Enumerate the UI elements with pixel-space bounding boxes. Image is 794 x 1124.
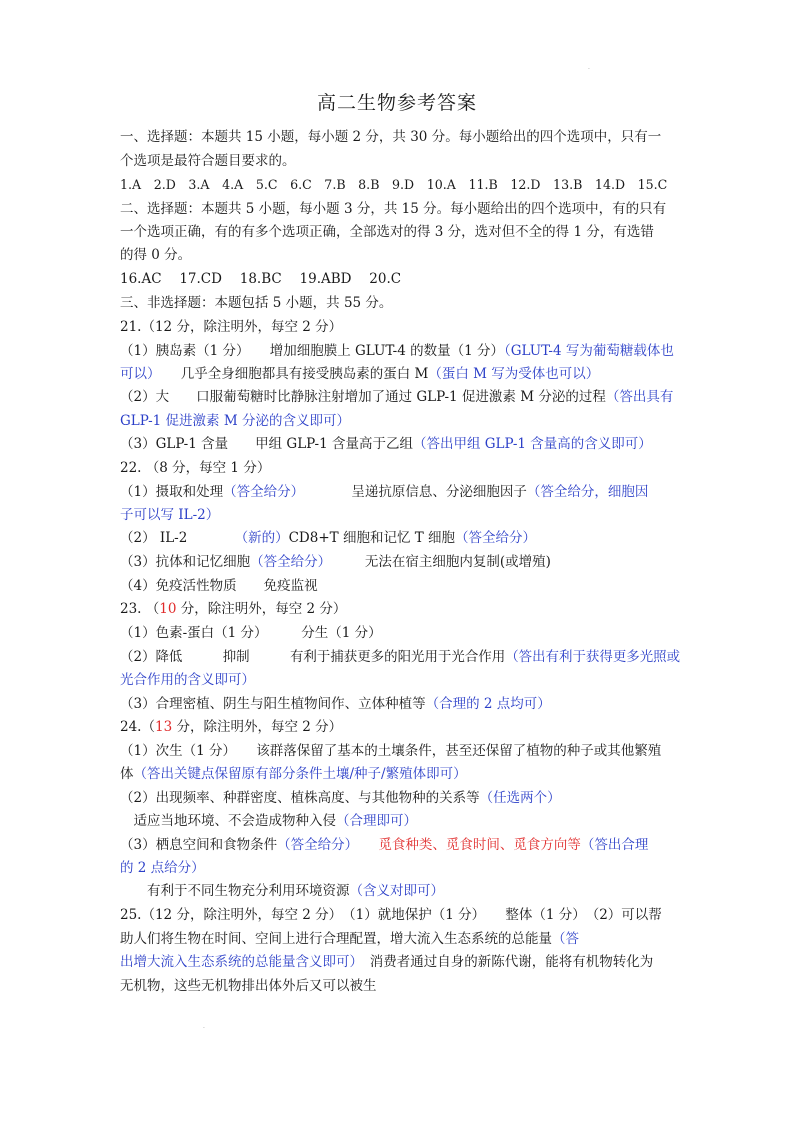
- grading-note: 的 2 点给分）: [120, 860, 205, 876]
- q22-part1-line1: （1）摄取和处理（答全给分） 呈递抗原信息、分泌细胞因子（答全给分，细胞因: [120, 484, 649, 500]
- q21-part1-line1: （1）胰岛素（1 分） 增加细胞膜上 GLUT-4 的数量（1 分）（GLUT-4 写为葡萄糖载体也: [120, 343, 674, 359]
- score-highlight: 13: [154, 719, 173, 735]
- q23-part3: （3）合理密植、阴生与阳生植物间作、立体种植等（合理的 2 点均可）: [120, 696, 551, 712]
- q21-part3: （3）GLP-1 含量 甲组 GLP-1 含量高于乙组（答出甲组 GLP-1 含量高的含义即可）: [120, 436, 652, 452]
- section-2-heading: 二、选择题：本题共 5 小题，每小题 3 分，共 15 分。每小题给出的四个选项中，有的只有: [120, 201, 667, 217]
- grading-note: （合理即可）: [336, 813, 417, 829]
- grading-note: （合理的 2 点均可）: [425, 696, 551, 712]
- q21-part2-line1: （2）大 口服葡萄糖时比静脉注射增加了通过 GLP-1 促进激素 M 分泌的过程（答出具有: [120, 389, 674, 405]
- grading-note: （GLUT-4 写为葡萄糖载体也: [504, 343, 674, 359]
- q25-line3: 出增大流入生态系统的总能量含义即可） 消费者通过自身的新陈代谢，能将有机物转化为: [120, 954, 654, 970]
- grading-note: （答出关键点保留原有部分条件土壤/种子/繁殖体即可）: [133, 766, 467, 782]
- q23-part2-line1: （2）降低 抑制 有利于捕获更多的阳光用于光合作用（答出有利于获得更多光照或: [120, 649, 681, 665]
- q25-line1: 25.（12 分，除注明外，每空 2 分） （1）就地保护（1 分） 整体（1 分） （2）可以帮: [120, 907, 662, 923]
- scan-speck: ·: [203, 1025, 205, 1032]
- section-2-heading-cont: 一个选项正确，有的有多个选项正确，全部选对的得 3 分，选对但不全的得 1 分，有选错: [120, 224, 654, 240]
- section-1-heading: 一、选择题：本题共 15 小题，每小题 2 分，共 30 分。每小题给出的四个选项中，只有一: [120, 129, 662, 145]
- score-highlight: 10: [159, 601, 177, 617]
- section-1-heading-cont: 个选项是最符合题目要求的。: [120, 153, 296, 169]
- grading-note: （答出具有: [605, 389, 674, 405]
- q21-part1-line2: 可以） 几乎全身细胞都具有接受胰岛素的蛋白 M（蛋白 M 写为受体也可以）: [120, 366, 600, 382]
- q24-part1-line1: （1）次生（1 分） 该群落保留了基本的土壤条件，甚至还保留了植物的种子或其他繁殖: [120, 743, 662, 759]
- highlighted-answer: 觅食种类、觅食时间、觅食方向等: [351, 837, 581, 853]
- q22-part3: （3）抗体和记忆细胞（答全给分） 无法在宿主细胞内复制(或增殖): [120, 554, 551, 570]
- grading-note: （答全给分，细胞因: [526, 484, 649, 500]
- q22-part1-line2: [120, 505, 219, 525]
- grading-note: （答全给分）: [250, 554, 325, 570]
- q24-heading: 24.（13 分，除注明外，每空 2 分）: [120, 719, 343, 735]
- scan-speck: ·: [588, 66, 590, 73]
- grading-note: （答全给分）: [223, 484, 298, 500]
- q22-heading: 22. （8 分，每空 1 分）: [120, 460, 271, 476]
- section-2-answers: 16.AC 17.CD 18.BC 19.ABD 20.C: [120, 271, 402, 287]
- section-1-answers: 1.A 2.D 3.A 4.A 5.C 6.C 7.B 8.B 9.D 10.A 11.B 12.D 13.B 14.D 15.C: [120, 177, 668, 192]
- grading-note: （含义对即可）: [349, 883, 444, 899]
- q23-part2-line2: [120, 670, 255, 690]
- grading-note: 出增大流入生态系统的总能量含义即可）: [120, 954, 357, 970]
- grading-note: 可以）: [120, 366, 154, 382]
- q24-part2-line2: 适应当地环境、不会造成物种入侵（合理即可）: [120, 813, 417, 829]
- q21-heading: 21.（12 分，除注明外，每空 2 分）: [120, 319, 343, 335]
- section-3-heading: 三、非选择题：本题包括 5 小题，共 55 分。: [120, 295, 393, 311]
- grading-note: 光合作用的含义即可）: [120, 672, 255, 688]
- q22-part4: （4）免疫活性物质 免疫监视: [120, 578, 318, 594]
- q24-part3-line2: [120, 858, 205, 878]
- grading-note: 子可以写 IL-2）: [120, 507, 220, 523]
- grading-note: （新的）: [241, 530, 289, 546]
- grading-note: （答出甲组 GLP-1 含量高的含义即可）: [412, 436, 652, 452]
- q25-line4: 无机物，这些无机物排出体外后又可以被生: [120, 978, 377, 994]
- grading-note: （答出有利于获得更多光照或: [505, 649, 681, 665]
- grading-note: GLP-1 促进激素 M 分泌的含义即可）: [120, 413, 350, 429]
- grading-note: （蛋白 M 写为受体也可以）: [428, 366, 600, 382]
- q23-part1: （1）色素-蛋白（1 分） 分生（1 分）: [120, 625, 382, 641]
- q22-part2: （2） IL-2 （新的）CD8+T 细胞和记忆 T 细胞（答全给分）: [120, 530, 537, 546]
- grading-note: （答全给分）: [455, 530, 537, 546]
- q24-part1-line2: 体（答出关键点保留原有部分条件土壤/种子/繁殖体即可）: [120, 766, 467, 782]
- grading-note: （答: [552, 931, 579, 947]
- page-title: 高二生物参考答案: [316, 92, 477, 114]
- grading-note: （答出合理: [580, 837, 649, 853]
- q23-heading: 23. （10 分，除注明外，每空 2 分）: [120, 601, 347, 617]
- q24-part3-line3: 有利于不同生物充分利用环境资源（含义对即可）: [120, 883, 444, 899]
- q21-part2-line2: [120, 411, 350, 431]
- grading-note: （任选两个）: [479, 790, 561, 806]
- grading-note: （答全给分）: [277, 837, 352, 853]
- q24-part3-line1: （3）栖息空间和食物条件（答全给分） 觅食种类、觅食时间、觅食方向等（答出合理: [120, 837, 649, 853]
- q25-line2: 助人们将生物在时间、空间上进行合理配置，增大流入生态系统的总能量（答: [120, 931, 579, 947]
- section-2-heading-end: 的得 0 分。: [120, 247, 192, 263]
- q24-part2-line1: （2）出现频率、种群密度、植株高度、与其他物种的关系等（任选两个）: [120, 790, 561, 806]
